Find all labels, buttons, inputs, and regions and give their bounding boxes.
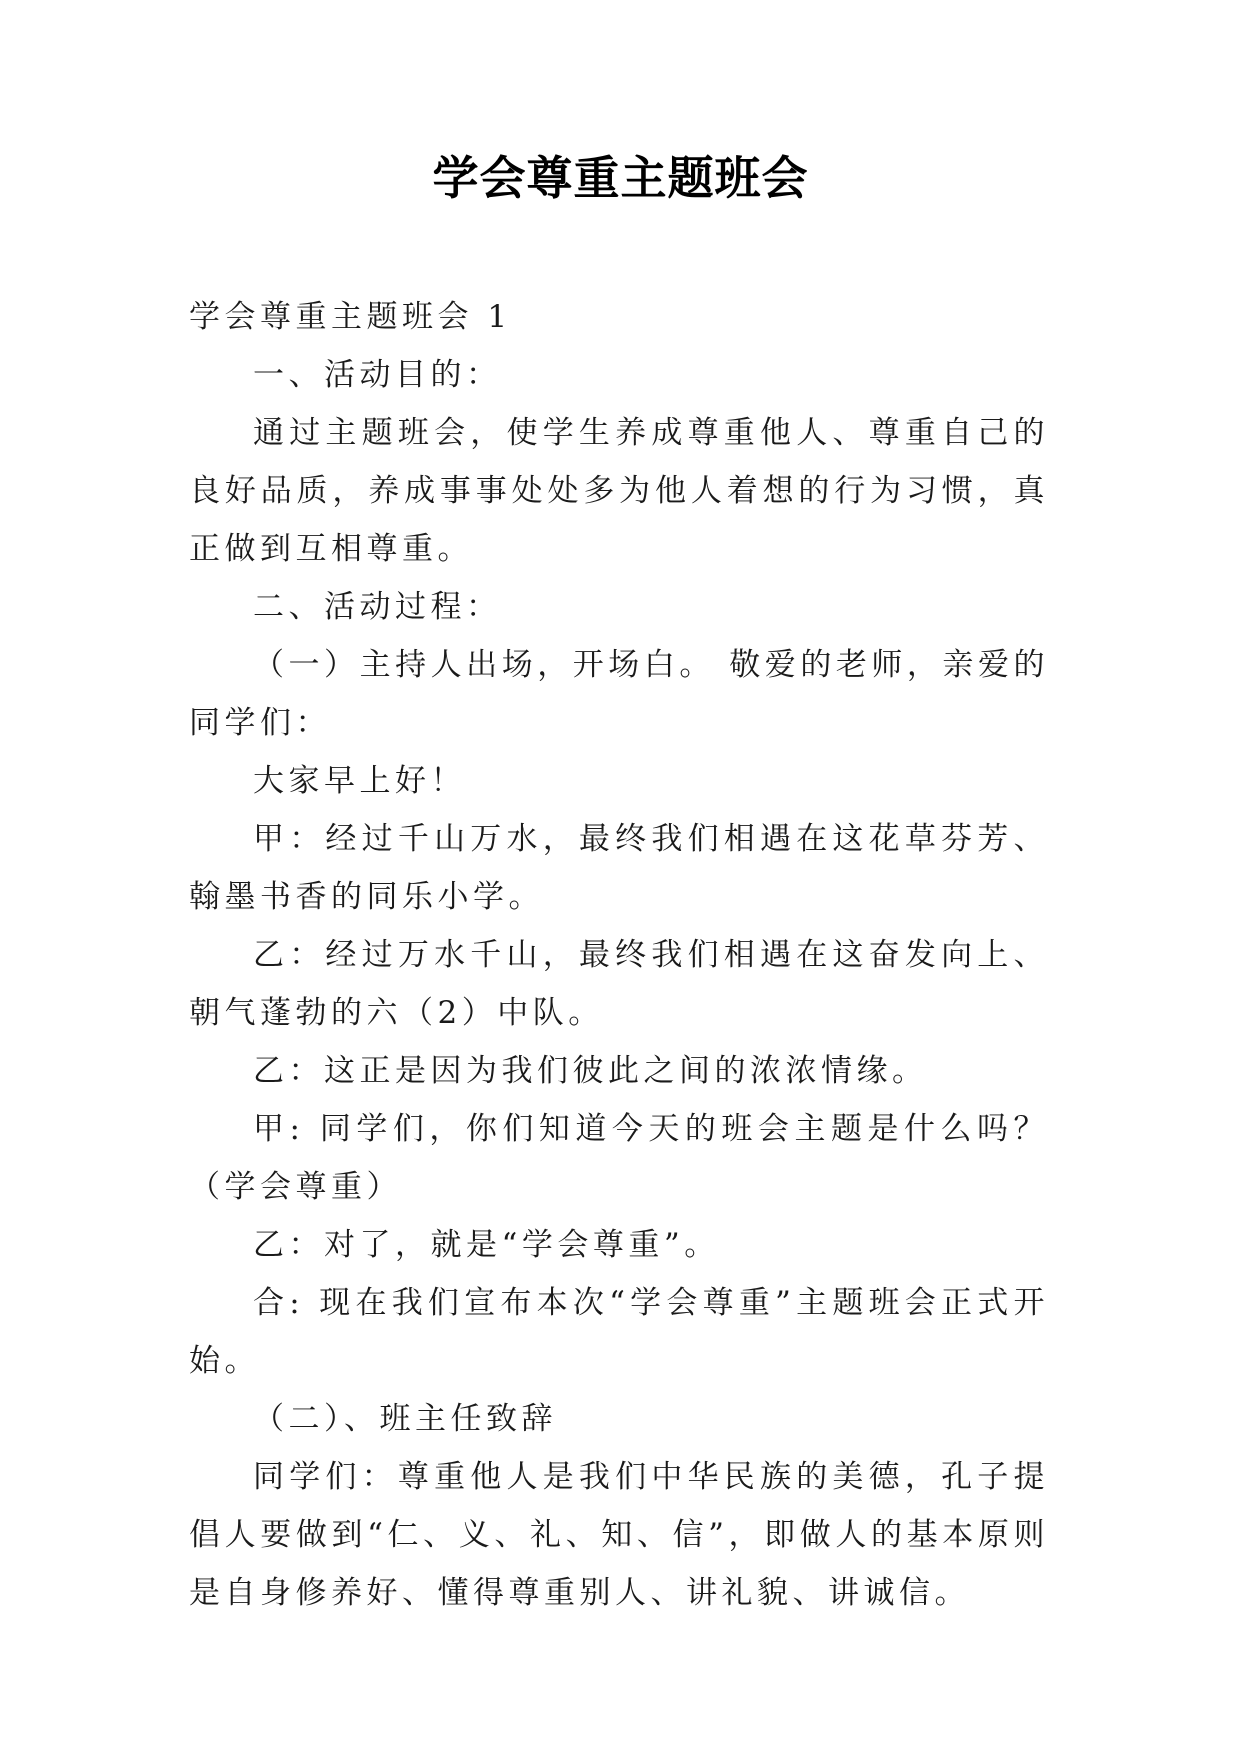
paragraph: 乙：这正是因为我们彼此之间的浓浓情缘。 [253,1053,928,1089]
paragraph: 乙：经过万水千山，最终我们相遇在这奋发向上、朝气蓬勃的六（2）中队。 [189,937,1049,1031]
paragraph: 通过主题班会，使学生养成尊重他人、尊重自己的良好品质，养成事事处处多为他人着想的行为习惯，真正做到互相尊重。 [189,415,1049,567]
document-title: 学会尊重主题班会 [432,151,809,205]
paragraph: 二、活动过程： [253,589,502,625]
paragraph: 乙：对了，就是“学会尊重”。 [253,1227,720,1263]
paragraph: 甲：经过千山万水，最终我们相遇在这花草芬芳、翰墨书香的同乐小学。 [189,821,1049,915]
paragraph: 大家早上好！ [253,763,466,799]
paragraph: 一、活动目的： [253,357,502,393]
paragraph: （一）主持人出场，开场白。 敬爱的老师，亲爱的同学们： [189,647,1049,741]
section-heading: 学会尊重主题班会 1 [189,299,512,335]
paragraph: 甲: 同学们，你们知道今天的班会主题是什么吗？ （学会尊重） [189,1111,1049,1205]
paragraph: 合: 现在我们宣布本次“学会尊重”主题班会正式开始。 [189,1285,1049,1379]
paragraph: （二）、班主任致辞 [253,1401,557,1437]
paragraph: 同学们：尊重他人是我们中华民族的美德，孔子提倡人要做到“仁、义、礼、知、信”，即做人的基本原则是自身修养好、懂得尊重别人、讲礼貌、讲诚信。 [189,1459,1049,1611]
document-body [189,288,1049,1622]
